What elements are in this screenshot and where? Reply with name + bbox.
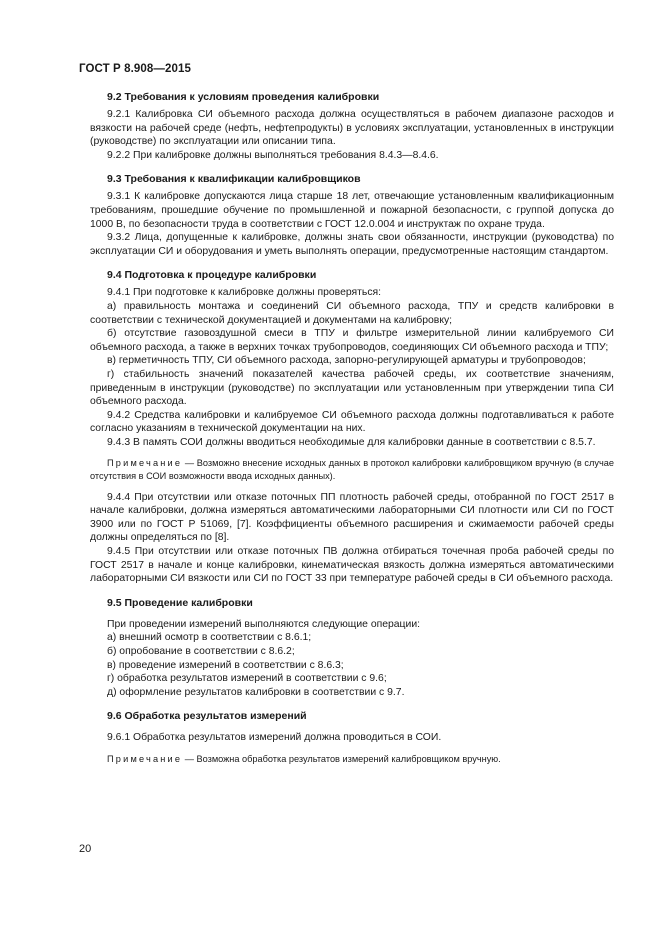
note-label: Примечание xyxy=(107,458,183,469)
operation-item: г) обработка результатов измерений в соответствии с 9.6; xyxy=(107,673,387,685)
note-label: Примечание xyxy=(107,753,183,764)
paragraph-9-2-2: 9.2.2 При калибровке должны выполняться требования 8.4.3—8.4.6. xyxy=(107,149,439,161)
list-item-c: в) герметичность ТПУ, СИ объемного расхода, запорно-регулирующей арматуры и трубопроводов; xyxy=(107,355,586,367)
note-9-6-1 xyxy=(90,753,614,766)
paragraph-9-4-4: 9.4.4 При отсутствии или отказе поточных ПП плотность рабочей среды, отобранной по ГОСТ 2517 в начале калибровки, должна измеряться автоматическими лабораторными СИ плотности или СИ по ГОСТ 3900 или по ГОСТ Р 51069, [7]. Коэффициенты объемного расширения и сжимаемости рабочей среды должны определяться по [8]. xyxy=(90,491,614,544)
paragraph-9-3-2: 9.3.2 Лица, допущенные к калибровке, должны знать свои обязанности, инструкции (руководства) по эксплуатации СИ и оборудования и уметь выполнять операции, предусмотренные настоящим стандартом. xyxy=(90,232,614,257)
list-item-d: г) стабильность значений показателей качества рабочей среды, их соответствие значениям, приведенным в инструкции (руководстве) по эксплуатации или установленным при утверждении типа СИ объемного расхода. xyxy=(90,368,614,408)
paragraph-9-6-1: 9.6.1 Обработка результатов измерений должна проводиться в СОИ. xyxy=(107,732,442,744)
operation-item: а) внешний осмотр в соответствии с 8.6.1; xyxy=(107,632,312,644)
note-text: — Возможна обработка результатов измерений калибровщиком вручную. xyxy=(182,753,501,764)
note-text: — Возможно внесение исходных данных в протокол калибровки калибровщиком вручную (в случае отсутствия в СОИ возможности ввода исходных данных). xyxy=(90,458,614,482)
list-item-a: а) правильность монтажа и соединений СИ объемного расхода, ТПУ и средств калибровки в соответствии с технической документацией и документами на калибровку; xyxy=(90,300,614,326)
note-9-4-3 xyxy=(90,457,614,482)
section-9-5-heading: 9.5 Проведение калибровки xyxy=(107,596,253,609)
section-9-2-heading: 9.2 Требования к условиям проведения калибровки xyxy=(107,91,380,103)
paragraph-9-2-1: 9.2.1 Калибровка СИ объемного расхода должна осуществляться в рабочем диапазоне расходов и вязкости на рабочей среде (нефть, нефтепродукты) в условиях эксплуатации, установленных в инструкции (руководстве) по эксплуатации или описании типа. xyxy=(90,109,614,148)
document-body xyxy=(90,90,614,766)
paragraph-9-4-3: 9.4.3 В память СОИ должны вводиться необходимые для калибровки данные в соответствии с 8.5.7. xyxy=(107,436,596,448)
section-9-6-heading: 9.6 Обработка результатов измерений xyxy=(107,710,307,723)
list-item-b: б) отсутствие газовоздушной смеси в ТПУ и фильтре измерительной линии калибруемого СИ объемного расхода, а также в верхних точках трубопроводов, соединяющих СИ объемного расхода и ТПУ; xyxy=(90,328,614,353)
paragraph-9-3-1: 9.3.1 К калибровке допускаются лица старше 18 лет, отвечающие установленным квалификационным требованиям, прошедшие обучение по промышленной и пожарной безопасности, с группой допуска до 1000 В, по безопасности труда в соответствии с ГОСТ 12.0.004 и инструктаж по охране труда. xyxy=(90,191,614,230)
paragraph-9-4-2: 9.4.2 Средства калибровки и калибруемое СИ объемного расхода должны подготавливаться к работе согласно указаниям в технической документации на них. xyxy=(90,409,614,435)
paragraph-9-4-1: 9.4.1 При подготовке к калибровке должны проверяться: xyxy=(107,287,382,299)
section-9-3-heading: 9.3 Требования к квалификации калибровщиков xyxy=(107,173,361,186)
section-9-5-intro: При проведении измерений выполняются следующие операции: xyxy=(107,618,421,630)
page-number: 20 xyxy=(79,843,92,855)
operation-item: д) оформление результатов калибровки в соответствии с 9.7. xyxy=(107,686,405,698)
operation-item: в) проведение измерений в соответствии с 8.6.3; xyxy=(107,659,344,671)
paragraph-9-4-5: 9.4.5 При отсутствии или отказе поточных ПВ должна отбираться точечная проба рабочей среды по ГОСТ 2517 в начале и конце калибровки, кинематическая вязкость должна измеряться автоматическими лабораторными СИ вязкости или СИ по ГОСТ 33 при температуре рабочей среды в СИ объемного расхода. xyxy=(90,546,614,585)
operation-item: б) опробование в соответствии с 8.6.2; xyxy=(107,646,295,657)
document-header: ГОСТ Р 8.908—2015 xyxy=(79,63,191,75)
section-9-4-heading: 9.4 Подготовка к процедуре калибровки xyxy=(107,269,317,282)
